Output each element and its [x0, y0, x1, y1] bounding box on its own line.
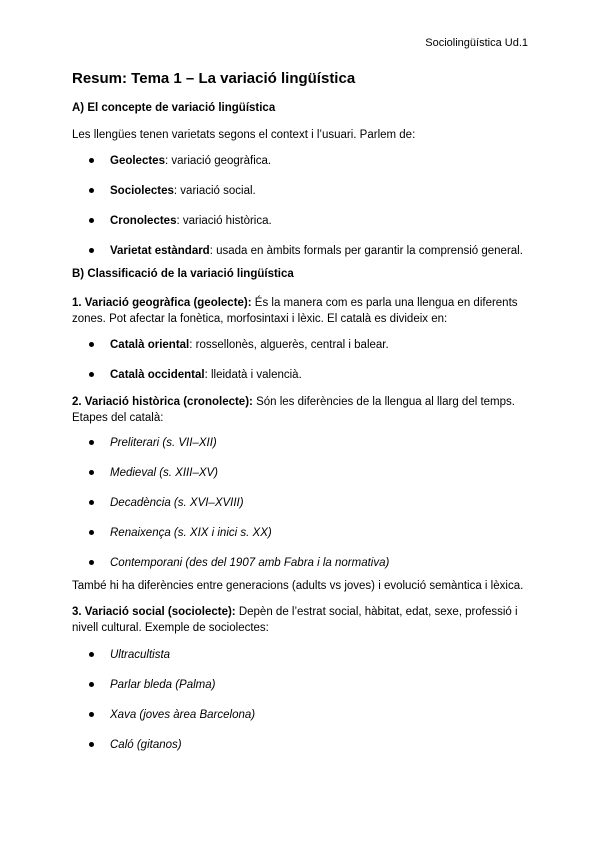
list-item: Medieval (s. XIII–XV) [72, 465, 528, 495]
bullet-icon [89, 682, 94, 687]
bullet-icon [89, 652, 94, 657]
dialect-list [72, 337, 528, 397]
bullet-icon [89, 188, 94, 193]
sociolect-list [72, 647, 528, 767]
bullet-icon [89, 218, 94, 223]
social-paragraph: 3. Variació social (sociolecte): Depèn de l’estrat social, hàbitat, edat, sexe, professió i nivell cultural. Exemple de sociolectes: [72, 606, 518, 634]
bullet-icon [89, 372, 94, 377]
page-header: Sociolingüística Ud.1 [425, 37, 528, 49]
list-item: Parlar bleda (Palma) [72, 677, 528, 707]
bullet-icon [89, 470, 94, 475]
document-title: Resum: Tema 1 – La variació lingüística [72, 70, 356, 87]
hist-paragraph: 2. Variació històrica (cronolecte): Són les diferències de la llengua al llarg del temps. Etapes del català: [72, 396, 515, 424]
list-item: Cronolectes: variació històrica. [72, 213, 528, 243]
section-a-heading: A) El concepte de variació lingüística [72, 102, 276, 114]
bullet-icon [89, 530, 94, 535]
bullet-icon [89, 248, 94, 253]
list-item: Xava (joves àrea Barcelona) [72, 707, 528, 737]
bullet-icon [89, 712, 94, 717]
list-item: Sociolectes: variació social. [72, 183, 528, 213]
list-item: Renaixença (s. XIX i inici s. XX) [72, 525, 528, 555]
list-item: Decadència (s. XVI–XVIII) [72, 495, 528, 525]
period-list [72, 435, 528, 585]
list-item: Caló (gitanos) [72, 737, 528, 767]
bullet-icon [89, 500, 94, 505]
geo-paragraph: 1. Variació geogràfica (geolecte): És la manera com es parla una llengua en diferents zones. Pot afectar la fonètica, morfosintaxi i lèxic. El català es divideix en: [72, 297, 518, 325]
bullet-icon [89, 158, 94, 163]
list-item: Contemporani (des del 1907 amb Fabra i la normativa) [72, 555, 528, 585]
section-b-heading: B) Classificació de la variació lingüística [72, 268, 294, 280]
bullet-icon [89, 342, 94, 347]
bullet-icon [89, 560, 94, 565]
section-a-intro: Les llengües tenen varietats segons el context i l’usuari. Parlem de: [72, 129, 416, 141]
bullet-icon [89, 742, 94, 747]
generation-note: També hi ha diferències entre generacions (adults vs joves) i evolució semàntica i lèxica. [72, 580, 524, 592]
list-item: Ultracultista [72, 647, 528, 677]
list-item: Geolectes: variació geogràfica. [72, 153, 528, 183]
list-item: Català oriental: rossellonès, alguerès, central i balear. [72, 337, 528, 367]
variety-list [72, 153, 528, 273]
list-item: Preliterari (s. VII–XII) [72, 435, 528, 465]
list-item: Català occidental: lleidatà i valencià. [72, 367, 528, 397]
list-item: Varietat estàndard: usada en àmbits formals per garantir la comprensió general. [72, 243, 528, 273]
bullet-icon [89, 440, 94, 445]
